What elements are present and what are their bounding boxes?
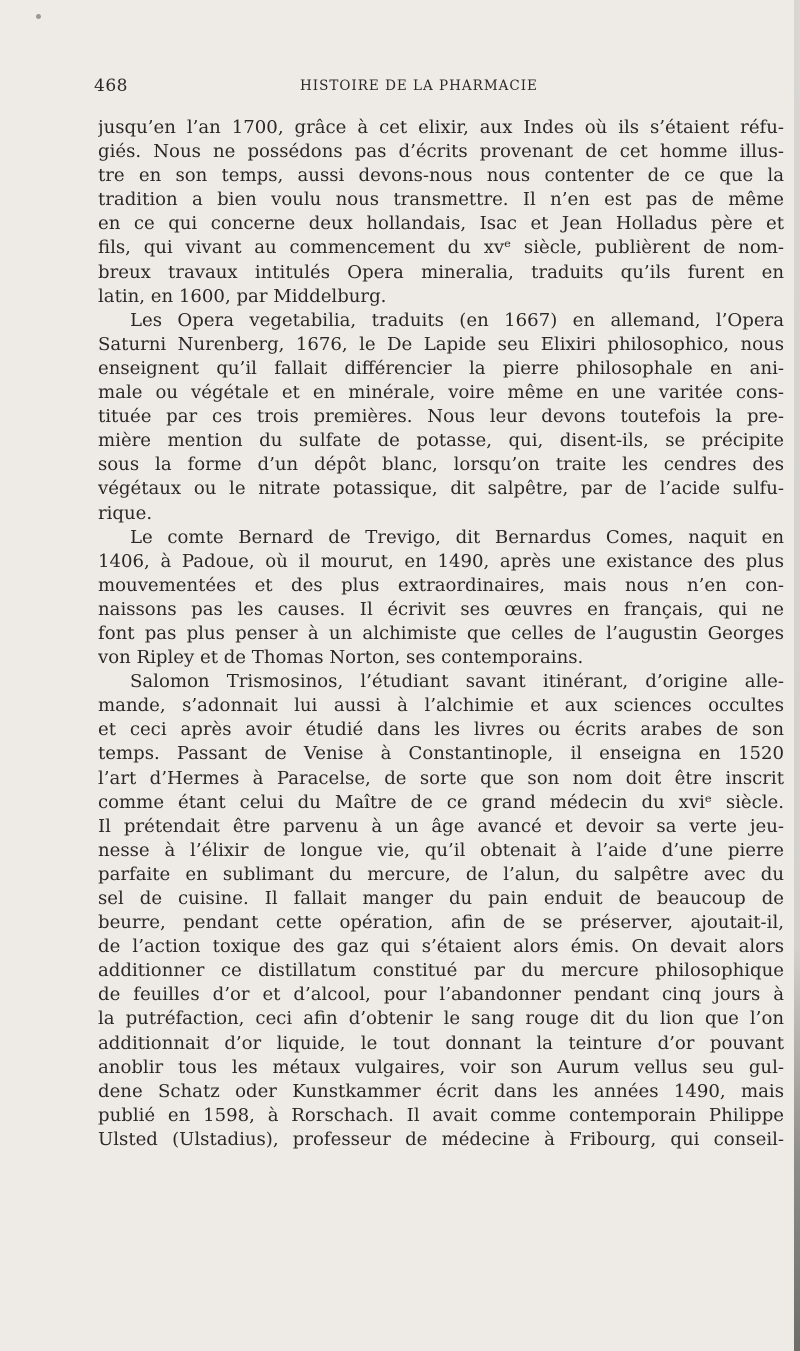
text-line: male ou végétale et en minérale, voire même en une varitée cons- — [98, 382, 784, 404]
text-line: sel de cuisine. Il fallait manger du pain enduit de beaucoup de — [98, 888, 784, 909]
text-line: publié en 1598, à Rorschach. Il avait comme contemporain Philippe — [98, 1104, 784, 1126]
text-line: Il prétendait être parvenu à un âge avancé et devoir sa verte jeu- — [98, 815, 784, 837]
page-number: 468 — [94, 76, 128, 96]
text-line: anoblir tous les métaux vulgaires, voir son Aurum vellus seu gul- — [98, 1056, 784, 1078]
text-line: latin, en 1600, par Middelburg. — [98, 285, 387, 307]
text-line: dene Schatz oder Kunstkammer écrit dans les années 1490, mais — [98, 1080, 784, 1102]
text-line: mande, s’adonnait lui aussi à l’alchimie et aux sciences occultes — [98, 695, 784, 717]
text-line: tradition a bien voulu nous transmettre. Il n’en est pas de même — [98, 189, 784, 211]
text-line: de feuilles d’or et d’alcool, pour l’abandonner pendant cinq jours à — [98, 984, 784, 1006]
text-line: giés. Nous ne possédons pas d’écrits provenant de cet homme illus- — [98, 141, 784, 163]
text-line: fils, qui vivant au commencement du xvᵉ siècle, publièrent de nom- — [98, 237, 784, 259]
text-line: tre en son temps, aussi devons-nous nous contenter de ce que la — [98, 165, 784, 187]
text-line: additionner ce distillatum constitué par du mercure philosophique — [98, 960, 784, 982]
text-line: 1406, à Padoue, où il mourut, en 1490, après une existance des plus — [98, 550, 784, 572]
body-text — [98, 116, 784, 1152]
text-line: mière mention du sulfate de potasse, qui, disent-ils, se précipite — [98, 430, 784, 452]
text-line: von Ripley et de Thomas Norton, ses contemporains. — [98, 647, 584, 669]
text-line: la putréfaction, ceci afin d’obtenir le sang rouge dit du lion que l’on — [98, 1008, 784, 1030]
text-line: jusqu’en l’an 1700, grâce à cet elixir, aux Indes où ils s’étaient réfu- — [98, 117, 784, 138]
text-line: Salomon Trismosinos, l’étudiant savant itinérant, d’origine alle- — [130, 671, 784, 693]
paragraph-3 — [98, 526, 784, 671]
page-edge-shadow — [794, 0, 800, 1351]
text-line: additionnait d’or liquide, le tout donnant la teinture d’or pouvant — [98, 1032, 784, 1054]
text-line: rique. — [98, 502, 153, 524]
text-line: Les Opera vegetabilia, traduits (en 1667) en allemand, l’Opera — [130, 309, 784, 331]
text-line: comme étant celui du Maître de ce grand médecin du xviᵉ siècle. — [98, 791, 784, 813]
text-line: breux travaux intitulés Opera mineralia, traduits qu’ils furent en — [98, 261, 784, 283]
page-header — [88, 76, 708, 100]
paragraph-4 — [98, 670, 784, 1152]
text-line: de l’action toxique des gaz qui s’étaient alors émis. On devait alors — [98, 936, 784, 958]
text-line: beurre, pendant cette opération, afin de se préserver, ajoutait-il, — [98, 912, 784, 934]
text-line: font pas plus penser à un alchimiste que celles de l’augustin Georges — [98, 622, 784, 644]
text-line: Ulsted (Ulstadius), professeur de médecine à Fribourg, qui conseil- — [98, 1128, 784, 1150]
text-line: parfaite en sublimant du mercure, de l’alun, du salpêtre avec du — [98, 863, 784, 885]
text-line: Saturni Nurenberg, 1676, le De Lapide seu Elixiri philosophico, nous — [98, 333, 784, 355]
text-line: naissons pas les causes. Il écrivit ses œuvres en français, qui ne — [98, 598, 784, 620]
text-line: temps. Passant de Venise à Constantinople, il enseigna en 1520 — [98, 743, 784, 765]
paragraph-1 — [98, 116, 784, 309]
paragraph-2 — [98, 309, 784, 526]
text-line: en ce qui concerne deux hollandais, Isac et Jean Holladus père et — [98, 213, 784, 235]
text-line: Le comte Bernard de Trevigo, dit Bernardus Comes, naquit en — [130, 526, 784, 548]
text-line: mouvementées et des plus extraordinaires, mais nous n’en con- — [98, 574, 784, 596]
text-line: et ceci après avoir étudié dans les livres ou écrits arabes de son — [98, 719, 784, 741]
text-line: l’art d’Hermes à Paracelse, de sorte que son nom doit être inscrit — [98, 767, 784, 789]
text-line: tituée par ces trois premières. Nous leur devons toutefois la pre- — [98, 406, 784, 428]
running-title: HISTOIRE DE LA PHARMACIE — [300, 78, 538, 94]
text-line: enseignent qu’il fallait différencier la pierre philosophale en ani- — [98, 357, 784, 379]
text-line: sous la forme d’un dépôt blanc, lorsqu’on traite les cendres des — [98, 454, 784, 476]
paper-speck — [36, 14, 41, 19]
text-line: nesse à l’élixir de longue vie, qu’il obtenait à l’aide d’une pierre — [98, 839, 784, 861]
text-line: végétaux ou le nitrate potassique, dit salpêtre, par de l’acide sulfu- — [98, 478, 784, 500]
